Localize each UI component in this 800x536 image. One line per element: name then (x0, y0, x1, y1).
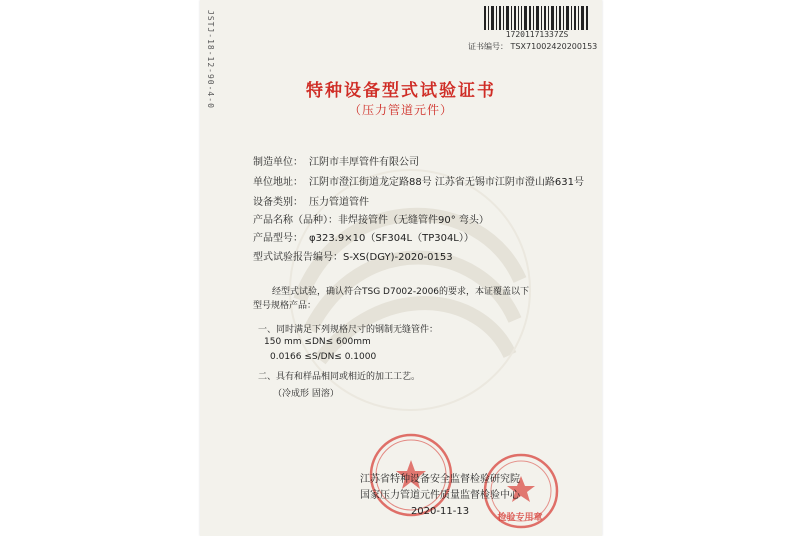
certificate-title: 特种设备型式试验证书 (306, 81, 496, 101)
certificate-number: 证书编号： TSX71002420200153 (468, 42, 598, 51)
field-category (253, 193, 369, 208)
field-product-model (253, 229, 474, 244)
field-report-number (253, 248, 453, 263)
product-name-value: 非焊接管件（无缝管件90° 弯头） (338, 215, 489, 226)
issuing-org-2: 国家压力管道元件质量监督检验中心 (360, 490, 520, 501)
barcode-number: 17201171337ZS (505, 30, 569, 39)
spec-range-s-dn: 0.0166 ≤S/DN≤ 0.1000 (270, 352, 377, 362)
stamp-text: 检验专用章 (497, 513, 543, 523)
issue-date: 2020-11-13 (410, 506, 470, 517)
conformity-paragraph-line1: 经型式试验，确认符合TSG D7002-2006的要求，本证覆盖以下 (272, 287, 530, 297)
side-code: JSTJ-18-12-90-4-0 (206, 10, 215, 109)
category-label: 设备类别： (253, 197, 303, 208)
field-address (253, 173, 584, 188)
manufacturer-label: 制造单位： (253, 157, 303, 168)
address-label: 单位地址： (253, 177, 303, 188)
issuing-org-1: 江苏省特种设备安全监督检验研究院 (360, 474, 520, 485)
product-model-value: φ323.9×10（SF304L（TP304L）） (309, 233, 474, 244)
conformity-paragraph-line2: 型号规格产品： (253, 301, 317, 311)
spec-range-dn: 150 mm ≤DN≤ 600mm (264, 337, 371, 347)
address-value: 江阴市澄江街道龙定路88号 江苏省无锡市江阴市澄山路631号 (309, 177, 584, 188)
field-manufacturer (253, 153, 419, 168)
product-name-label: 产品名称（品种）： (253, 215, 338, 226)
barcode (482, 6, 592, 30)
spec-item-2: 二、具有和样品相同或相近的加工工艺。 (258, 372, 421, 382)
report-number-value: S-XS(DGY)-2020-0153 (343, 252, 453, 263)
manufacturer-value: 江阴市丰厚管件有限公司 (309, 157, 419, 168)
field-product-name (253, 211, 489, 226)
certificate-subtitle: （压力管道元件） (348, 103, 453, 117)
spec-item-1: 一、同时满足下列规格尺寸的钢制无缝管件： (258, 325, 439, 335)
product-model-label: 产品型号： (253, 233, 303, 244)
process-note: （冷成形 固溶） (273, 389, 339, 399)
category-value: 压力管道管件 (309, 197, 369, 208)
report-number-label: 型式试验报告编号： (253, 252, 343, 263)
